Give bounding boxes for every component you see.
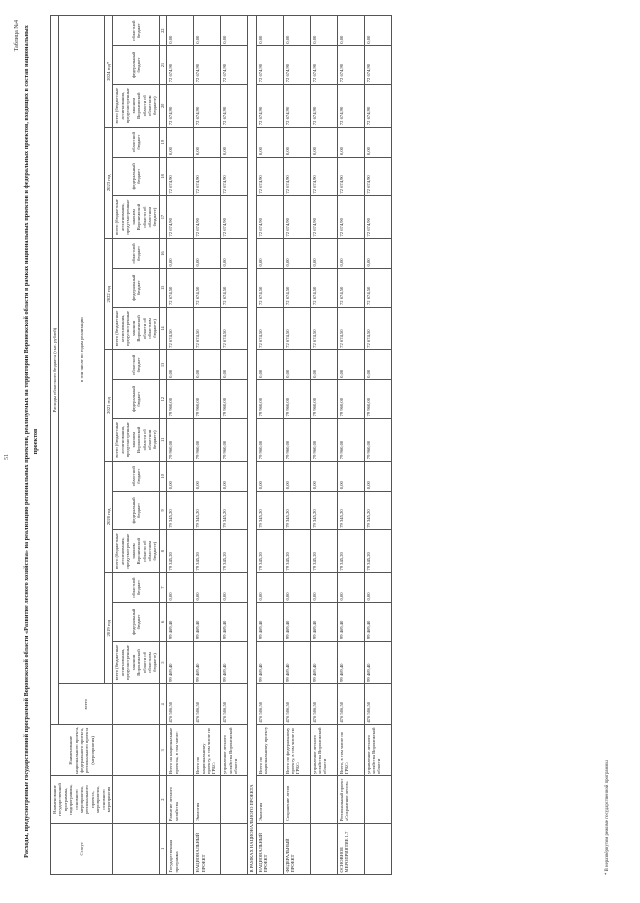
cell-value: 79 960,00 <box>194 418 221 461</box>
table-row <box>221 16 248 875</box>
cell-value: 476 506,50 <box>364 684 391 725</box>
cell-value: 0,00 <box>167 238 194 268</box>
header-sub-federal: федеральный бюджет <box>113 157 159 196</box>
cell-value: 72 674,50 <box>310 268 337 307</box>
header-sub-total: всего (бюджетные ассигнования, предусмотренные законом Воронежской области об областном бюджете) <box>113 641 159 684</box>
cell-value: 72 674,90 <box>283 46 310 85</box>
cell-value: 99 469,40 <box>337 603 364 642</box>
cell-value: 99 469,40 <box>256 641 283 684</box>
cell-value: 476 506,50 <box>221 684 248 725</box>
cell-value: 79 345,20 <box>256 491 283 530</box>
cell-value: 72 674,90 <box>194 157 221 196</box>
index-cell: 1 <box>159 823 166 874</box>
index-cell: 19 <box>159 127 166 157</box>
index-cell: 21 <box>159 46 166 85</box>
cell-value: 72 674,50 <box>221 307 248 350</box>
cell-value: 79 960,00 <box>221 418 248 461</box>
cell-value: 0,00 <box>194 238 221 268</box>
cell-value: 79 345,20 <box>364 530 391 573</box>
cell-program: Сохранение лесов <box>283 776 310 823</box>
cell-project: Всего на национальные проекты, в том числе: <box>167 725 194 776</box>
header-expenses-group: Расходы областного бюджета (тыс. рублей) <box>51 16 59 725</box>
cell-value: 72 674,90 <box>221 196 248 239</box>
cell-value: 72 674,50 <box>167 268 194 307</box>
cell-value: 72 674,90 <box>167 84 194 127</box>
index-cell: 7 <box>159 573 166 603</box>
cell-project: Всего по национальному проекту <box>256 725 283 776</box>
cell-value: 72 674,90 <box>310 157 337 196</box>
header-status: Статус <box>51 823 113 874</box>
header-sub-regional: областной бюджет <box>113 461 159 491</box>
cell-value: 72 674,90 <box>221 157 248 196</box>
cell-value: 72 674,90 <box>364 84 391 127</box>
cell-value: 79 960,00 <box>364 418 391 461</box>
cell-project: управление лесного хозяйства Воронежской области <box>310 725 337 776</box>
document-title: Расходы, предусмотренные государственной программой Воронежской области «Развитие лесного хозяйства» на реализацию региональных проектов, реализуемых на территории Воронежской области в рамках национальных проектов и федеральных проектов, входящих в состав национальных проектов <box>23 25 39 858</box>
cell-value: 0,00 <box>337 461 364 491</box>
cell-status: ОСНОВНОЕ МЕРОПРИЯТИЕ 1.7 <box>337 823 364 874</box>
cell-value: 72 674,50 <box>337 268 364 307</box>
cell-value: 79 960,00 <box>167 418 194 461</box>
cell-value: 99 469,40 <box>310 603 337 642</box>
header-spacer <box>113 725 159 776</box>
cell-value: 0,00 <box>283 16 310 46</box>
cell-value: 72 674,90 <box>283 157 310 196</box>
cell-value: 72 674,90 <box>256 157 283 196</box>
index-cell: 8 <box>159 530 166 573</box>
index-cell: 10 <box>159 461 166 491</box>
cell-program <box>364 776 391 823</box>
cell-value: 99 469,40 <box>310 641 337 684</box>
cell-value: 0,00 <box>167 573 194 603</box>
cell-value: 0,00 <box>221 16 248 46</box>
table-row <box>194 16 221 875</box>
header-spacer <box>113 684 159 725</box>
table-header <box>51 16 160 875</box>
cell-value: 72 674,90 <box>167 196 194 239</box>
cell-value: 99 469,40 <box>256 603 283 642</box>
cell-value: 0,00 <box>283 350 310 380</box>
cell-value: 0,00 <box>364 238 391 268</box>
cell-project: Всего по национальному проекту, в том числе по ГРБС: <box>194 725 221 776</box>
cell-value: 72 674,90 <box>167 46 194 85</box>
cell-value: 79 960,00 <box>194 380 221 419</box>
cell-value: 72 674,90 <box>256 84 283 127</box>
cell-value: 79 345,20 <box>221 530 248 573</box>
cell-value: 0,00 <box>194 461 221 491</box>
cell-value: 476 506,50 <box>167 684 194 725</box>
cell-value: 79 960,00 <box>310 418 337 461</box>
cell-value: 0,00 <box>337 350 364 380</box>
cell-value: 72 674,90 <box>337 84 364 127</box>
cell-value: 72 674,90 <box>167 157 194 196</box>
cell-program <box>310 776 337 823</box>
cell-value: 72 674,50 <box>283 268 310 307</box>
cell-value: 0,00 <box>221 350 248 380</box>
cell-value: 0,00 <box>310 461 337 491</box>
cell-value: 79 960,00 <box>256 418 283 461</box>
table-row <box>167 16 194 875</box>
cell-program: Развитие лесного хозяйства <box>167 776 194 823</box>
header-year-1: 2019 год <box>105 573 113 684</box>
section-row <box>248 16 256 875</box>
cell-project: управление лесного хозяйства Воронежской области <box>221 725 248 776</box>
header-year-5: 2023 год <box>105 127 113 238</box>
cell-value: 0,00 <box>221 573 248 603</box>
header-year-6: 2024 год* <box>105 16 113 128</box>
header-sub-federal: федеральный бюджет <box>113 268 159 307</box>
cell-value: 79 345,20 <box>337 530 364 573</box>
cell-value: 72 674,90 <box>221 84 248 127</box>
section-label: В РАМКАХ НАЦИОНАЛЬНОГО ПРОЕКТА <box>248 16 256 875</box>
cell-value: 0,00 <box>364 461 391 491</box>
cell-value: 72 674,50 <box>310 307 337 350</box>
cell-value: 0,00 <box>221 461 248 491</box>
cell-value: 0,00 <box>283 461 310 491</box>
cell-value: 79 345,20 <box>221 491 248 530</box>
cell-value: 99 469,40 <box>337 641 364 684</box>
cell-value: 79 345,20 <box>167 530 194 573</box>
cell-value: 0,00 <box>256 16 283 46</box>
cell-value: 72 674,90 <box>310 84 337 127</box>
index-cell: 13 <box>159 350 166 380</box>
header-sub-federal: федеральный бюджет <box>113 603 159 642</box>
cell-status <box>221 823 248 874</box>
cell-status <box>310 823 337 874</box>
cell-value: 72 674,90 <box>310 196 337 239</box>
cell-value: 0,00 <box>283 238 310 268</box>
cell-status: ФЕДЕРАЛЬНЫЙ ПРОЕКТ <box>283 823 310 874</box>
cell-value: 0,00 <box>364 16 391 46</box>
cell-value: 72 674,50 <box>167 307 194 350</box>
cell-value: 0,00 <box>364 573 391 603</box>
index-cell: 11 <box>159 418 166 461</box>
cell-value: 79 960,00 <box>337 380 364 419</box>
table-reference: Таблица №4 <box>14 20 20 52</box>
header-sub-regional: областной бюджет <box>113 573 159 603</box>
cell-value: 72 674,90 <box>256 196 283 239</box>
cell-value: 0,00 <box>256 238 283 268</box>
cell-value: 0,00 <box>256 127 283 157</box>
header-sub-total: всего (бюджетные ассигнования, предусмотренные законом Воронежской области об областном бюджете) <box>113 530 159 573</box>
cell-value: 72 674,50 <box>194 307 221 350</box>
cell-value: 79 345,20 <box>256 530 283 573</box>
index-cell: 5 <box>159 641 166 684</box>
expenses-table <box>50 15 392 875</box>
cell-value: 79 960,00 <box>256 380 283 419</box>
cell-value: 72 674,50 <box>256 307 283 350</box>
cell-program: Экология <box>256 776 283 823</box>
cell-value: 72 674,50 <box>364 307 391 350</box>
header-sub-total: всего (бюджетные ассигнования, предусмотренные законом Воронежской области об областном бюджете) <box>113 84 159 127</box>
cell-value: 99 469,40 <box>194 641 221 684</box>
header-sub-regional: областной бюджет <box>113 16 159 46</box>
header-sub-federal: федеральный бюджет <box>113 491 159 530</box>
cell-value: 0,00 <box>256 461 283 491</box>
cell-program: Региональный проект «Сохранение лесов» <box>337 776 364 823</box>
cell-value: 0,00 <box>194 16 221 46</box>
cell-value: 79 345,20 <box>364 491 391 530</box>
cell-value: 476 506,50 <box>283 684 310 725</box>
index-cell: 15 <box>159 268 166 307</box>
cell-value: 79 345,20 <box>310 530 337 573</box>
cell-project: управление лесного хозяйства Воронежской области <box>364 725 391 776</box>
cell-value: 72 674,90 <box>337 196 364 239</box>
cell-program: Экология <box>194 776 221 823</box>
cell-value: 79 345,20 <box>283 530 310 573</box>
cell-value: 0,00 <box>167 16 194 46</box>
cell-value: 0,00 <box>310 16 337 46</box>
cell-value: 99 469,40 <box>283 603 310 642</box>
cell-value: 99 469,40 <box>167 603 194 642</box>
header-total: всего <box>59 684 113 725</box>
cell-value: 72 674,90 <box>310 46 337 85</box>
index-cell: 17 <box>159 196 166 239</box>
cell-value: 72 674,50 <box>283 307 310 350</box>
cell-value: 72 674,50 <box>194 268 221 307</box>
cell-value: 72 674,90 <box>194 196 221 239</box>
cell-value: 476 506,50 <box>256 684 283 725</box>
cell-value: 0,00 <box>194 127 221 157</box>
cell-value: 0,00 <box>283 573 310 603</box>
header-year-2: 2020 год <box>105 461 113 572</box>
header-sub-total: всего (бюджетные ассигнования, предусмотренные законом Воронежской области об областном бюджете) <box>113 418 159 461</box>
index-cell: 9 <box>159 491 166 530</box>
cell-value: 72 674,90 <box>194 46 221 85</box>
index-cell: 16 <box>159 238 166 268</box>
cell-value: 476 506,50 <box>194 684 221 725</box>
header-sub-federal: федеральный бюджет <box>113 380 159 419</box>
header-sub-regional: областной бюджет <box>113 350 159 380</box>
cell-value: 0,00 <box>310 238 337 268</box>
cell-status <box>364 823 391 874</box>
cell-value: 72 674,90 <box>283 84 310 127</box>
cell-value: 79 960,00 <box>337 418 364 461</box>
cell-value: 72 674,50 <box>337 307 364 350</box>
cell-value: 79 345,20 <box>283 491 310 530</box>
cell-value: 72 674,90 <box>256 46 283 85</box>
cell-value: 99 469,40 <box>221 641 248 684</box>
cell-value: 0,00 <box>310 127 337 157</box>
cell-value: 0,00 <box>364 350 391 380</box>
cell-value: 79 345,20 <box>310 491 337 530</box>
cell-value: 0,00 <box>256 573 283 603</box>
cell-value: 0,00 <box>337 238 364 268</box>
header-year-4: 2022 год <box>105 238 113 349</box>
cell-value: 476 506,50 <box>310 684 337 725</box>
cell-project: Всего по федеральному проекту, в том числе по ГРБС: <box>283 725 310 776</box>
cell-value: 79 345,20 <box>194 530 221 573</box>
cell-value: 0,00 <box>167 350 194 380</box>
index-cell: 20 <box>159 84 166 127</box>
cell-value: 99 469,40 <box>364 641 391 684</box>
cell-value: 0,00 <box>337 16 364 46</box>
cell-value: 0,00 <box>310 573 337 603</box>
index-cell: 22 <box>159 16 166 46</box>
header-sub-regional: областной бюджет <box>113 127 159 157</box>
cell-value: 0,00 <box>310 350 337 380</box>
cell-value: 72 674,90 <box>364 157 391 196</box>
page-number: 51 <box>4 454 10 460</box>
cell-value: 476 506,50 <box>337 684 364 725</box>
index-cell: 14 <box>159 307 166 350</box>
cell-value: 99 469,40 <box>283 641 310 684</box>
index-cell: 12 <box>159 380 166 419</box>
index-row <box>159 16 166 875</box>
cell-value: 72 674,90 <box>364 46 391 85</box>
cell-status: Государственная программа <box>167 823 194 874</box>
cell-value: 0,00 <box>194 573 221 603</box>
header-sub-total: всего (бюджетные ассигнования, предусмотренные законом Воронежской области об областном бюджете) <box>113 307 159 350</box>
cell-value: 72 674,90 <box>337 157 364 196</box>
cell-value: 79 960,00 <box>167 380 194 419</box>
cell-value: 0,00 <box>167 461 194 491</box>
cell-value: 0,00 <box>337 573 364 603</box>
table-row <box>310 16 337 875</box>
cell-value: 0,00 <box>221 238 248 268</box>
table-body <box>159 16 391 875</box>
cell-value: 0,00 <box>337 127 364 157</box>
cell-value: 79 960,00 <box>221 380 248 419</box>
header-including-years: в том числе по годам реализации <box>59 16 105 684</box>
cell-value: 99 469,40 <box>194 603 221 642</box>
index-cell: 6 <box>159 603 166 642</box>
cell-value: 0,00 <box>256 350 283 380</box>
header-subcolumns-row <box>113 16 159 875</box>
table-row <box>364 16 391 875</box>
header-sub-federal: федеральный бюджет <box>113 46 159 85</box>
cell-value: 99 469,40 <box>364 603 391 642</box>
header-spacer <box>113 823 159 874</box>
cell-value: 72 674,50 <box>221 268 248 307</box>
cell-value: 79 960,00 <box>364 380 391 419</box>
header-national-project: Наименование национального проекта, федерального проекта, регионального проекта (мероприятия) <box>51 725 113 776</box>
cell-value: 79 960,00 <box>310 380 337 419</box>
header-spacer <box>113 776 159 823</box>
cell-value: 79 960,00 <box>283 418 310 461</box>
cell-value: 0,00 <box>283 127 310 157</box>
cell-value: 0,00 <box>167 127 194 157</box>
cell-value: 0,00 <box>194 350 221 380</box>
cell-value: 72 674,50 <box>364 268 391 307</box>
cell-value: 79 345,20 <box>337 491 364 530</box>
table-row <box>337 16 364 875</box>
cell-value: 72 674,90 <box>221 46 248 85</box>
cell-program <box>221 776 248 823</box>
index-cell: 2 <box>159 776 166 823</box>
header-year-3: 2021 год <box>105 350 113 461</box>
footnote: * В неразвёрнутом режиме государственной программы <box>605 760 610 875</box>
cell-project: Всего, в том числе по ГРБС: <box>337 725 364 776</box>
cell-value: 72 674,90 <box>283 196 310 239</box>
header-program-name: Наименование государственной программы, подпрограммы, основного мероприятия, регионального проекта, мероприятия, основного мероприятия <box>51 776 113 823</box>
cell-value: 99 469,40 <box>167 641 194 684</box>
cell-value: 99 469,40 <box>221 603 248 642</box>
cell-value: 72 674,90 <box>364 196 391 239</box>
cell-value: 79 345,20 <box>167 491 194 530</box>
cell-value: 79 345,20 <box>194 491 221 530</box>
index-cell: 3 <box>159 725 166 776</box>
table-row <box>283 16 310 875</box>
cell-value: 72 674,90 <box>194 84 221 127</box>
cell-status: НАЦИОНАЛЬНЫЙ ПРОЕКТ <box>194 823 221 874</box>
header-sub-total: всего (бюджетные ассигнования, предусмотренные законом Воронежской области об областном бюджете) <box>113 196 159 239</box>
header-sub-regional: областной бюджет <box>113 238 159 268</box>
cell-value: 0,00 <box>364 127 391 157</box>
cell-value: 0,00 <box>221 127 248 157</box>
cell-status: НАЦИОНАЛЬНЫЙ ПРОЕКТ <box>256 823 283 874</box>
index-cell: 4 <box>159 684 166 725</box>
cell-value: 72 674,50 <box>256 268 283 307</box>
index-cell: 18 <box>159 157 166 196</box>
cell-value: 79 960,00 <box>283 380 310 419</box>
cell-value: 72 674,90 <box>337 46 364 85</box>
table-row <box>256 16 283 875</box>
